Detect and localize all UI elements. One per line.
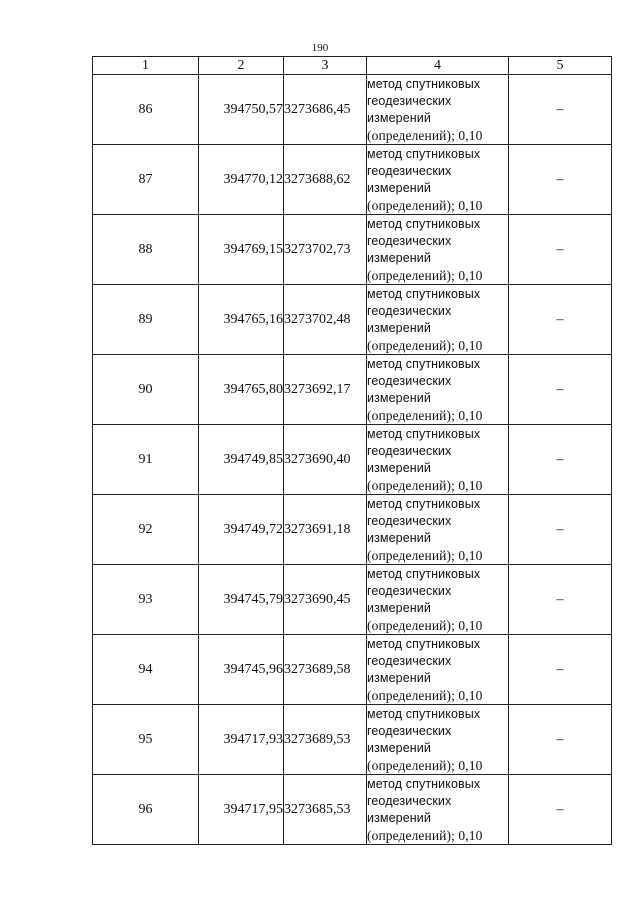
method-text-line: (определений); 0,10	[367, 827, 483, 843]
point-number-cell: 95	[93, 705, 199, 775]
point-number-cell: 91	[93, 425, 199, 495]
note-cell: –	[509, 75, 612, 145]
table-header-row	[93, 57, 612, 75]
table-row	[93, 75, 612, 145]
method-text-line: геодезических	[367, 653, 452, 668]
x-coordinate-cell: 394769,15	[199, 215, 284, 285]
method-text-line: геодезических	[367, 723, 452, 738]
method-text-line: метод спутниковых	[367, 496, 481, 511]
method-text-line: геодезических	[367, 583, 452, 598]
method-text-line: геодезических	[367, 513, 452, 528]
method-text-line: измерений	[367, 740, 431, 755]
table-row	[93, 285, 612, 355]
method-text-line: измерений	[367, 670, 431, 685]
x-coordinate-cell: 394750,57	[199, 75, 284, 145]
method-text-line: геодезических	[367, 793, 452, 808]
method-text-line: метод спутниковых	[367, 146, 481, 161]
method-cell	[367, 75, 509, 145]
method-text-line: (определений); 0,10	[367, 127, 483, 143]
table-row	[93, 495, 612, 565]
coordinates-table	[92, 56, 612, 845]
method-cell	[367, 145, 509, 215]
column-header: 4	[367, 57, 509, 75]
method-cell	[367, 705, 509, 775]
method-cell	[367, 425, 509, 495]
method-text-line: метод спутниковых	[367, 426, 481, 441]
method-text-line: (определений); 0,10	[367, 197, 483, 213]
y-coordinate-cell: 3273692,17	[284, 355, 367, 425]
method-cell	[367, 775, 509, 845]
method-text-line: метод спутниковых	[367, 706, 481, 721]
table-row	[93, 565, 612, 635]
method-text-line: метод спутниковых	[367, 566, 481, 581]
method-text-line: (определений); 0,10	[367, 407, 483, 423]
y-coordinate-cell: 3273690,45	[284, 565, 367, 635]
table-row	[93, 215, 612, 285]
method-text-line: измерений	[367, 810, 431, 825]
point-number-cell: 87	[93, 145, 199, 215]
note-cell: –	[509, 285, 612, 355]
method-text-line: геодезических	[367, 373, 452, 388]
note-cell: –	[509, 425, 612, 495]
method-text-line: измерений	[367, 110, 431, 125]
point-number-cell: 92	[93, 495, 199, 565]
method-text-line: (определений); 0,10	[367, 547, 483, 563]
column-header: 2	[199, 57, 284, 75]
table-row	[93, 775, 612, 845]
point-number-cell: 88	[93, 215, 199, 285]
table-row	[93, 705, 612, 775]
method-text-line: метод спутниковых	[367, 356, 481, 371]
method-text-line: измерений	[367, 600, 431, 615]
method-text-line: метод спутниковых	[367, 216, 481, 231]
method-text-line: геодезических	[367, 93, 452, 108]
method-text-line: метод спутниковых	[367, 636, 481, 651]
method-cell	[367, 495, 509, 565]
y-coordinate-cell: 3273691,18	[284, 495, 367, 565]
method-text-line: измерений	[367, 250, 431, 265]
method-text-line: метод спутниковых	[367, 776, 481, 791]
method-text-line: (определений); 0,10	[367, 337, 483, 353]
column-header: 1	[93, 57, 199, 75]
y-coordinate-cell: 3273689,58	[284, 635, 367, 705]
method-text-line: геодезических	[367, 233, 452, 248]
method-text-line: (определений); 0,10	[367, 267, 483, 283]
table-row	[93, 635, 612, 705]
y-coordinate-cell: 3273689,53	[284, 705, 367, 775]
x-coordinate-cell: 394749,72	[199, 495, 284, 565]
note-cell: –	[509, 355, 612, 425]
method-text-line: геодезических	[367, 163, 452, 178]
method-cell	[367, 285, 509, 355]
method-text-line: измерений	[367, 320, 431, 335]
note-cell: –	[509, 145, 612, 215]
method-text-line: (определений); 0,10	[367, 687, 483, 703]
note-cell: –	[509, 495, 612, 565]
note-cell: –	[509, 775, 612, 845]
y-coordinate-cell: 3273690,40	[284, 425, 367, 495]
x-coordinate-cell: 394717,95	[199, 775, 284, 845]
x-coordinate-cell: 394765,80	[199, 355, 284, 425]
point-number-cell: 93	[93, 565, 199, 635]
method-text-line: метод спутниковых	[367, 76, 481, 91]
x-coordinate-cell: 394745,96	[199, 635, 284, 705]
table-row	[93, 425, 612, 495]
page-number: 190	[311, 42, 329, 54]
method-cell	[367, 355, 509, 425]
point-number-cell: 90	[93, 355, 199, 425]
y-coordinate-cell: 3273702,73	[284, 215, 367, 285]
method-text-line: измерений	[367, 390, 431, 405]
x-coordinate-cell: 394765,16	[199, 285, 284, 355]
table-row	[93, 145, 612, 215]
method-text-line: (определений); 0,10	[367, 617, 483, 633]
method-text-line: измерений	[367, 530, 431, 545]
x-coordinate-cell: 394717,93	[199, 705, 284, 775]
method-text-line: измерений	[367, 180, 431, 195]
point-number-cell: 89	[93, 285, 199, 355]
y-coordinate-cell: 3273685,53	[284, 775, 367, 845]
method-cell	[367, 635, 509, 705]
note-cell: –	[509, 565, 612, 635]
point-number-cell: 96	[93, 775, 199, 845]
note-cell: –	[509, 705, 612, 775]
method-cell	[367, 565, 509, 635]
point-number-cell: 86	[93, 75, 199, 145]
point-number-cell: 94	[93, 635, 199, 705]
method-text-line: (определений); 0,10	[367, 757, 483, 773]
method-text-line: геодезических	[367, 303, 452, 318]
method-text-line: (определений); 0,10	[367, 477, 483, 493]
y-coordinate-cell: 3273686,45	[284, 75, 367, 145]
x-coordinate-cell: 394745,79	[199, 565, 284, 635]
method-text-line: метод спутниковых	[367, 286, 481, 301]
column-header: 3	[284, 57, 367, 75]
method-text-line: геодезических	[367, 443, 452, 458]
note-cell: –	[509, 635, 612, 705]
y-coordinate-cell: 3273702,48	[284, 285, 367, 355]
method-cell	[367, 215, 509, 285]
note-cell: –	[509, 215, 612, 285]
method-text-line: измерений	[367, 460, 431, 475]
y-coordinate-cell: 3273688,62	[284, 145, 367, 215]
table-row	[93, 355, 612, 425]
x-coordinate-cell: 394770,12	[199, 145, 284, 215]
x-coordinate-cell: 394749,85	[199, 425, 284, 495]
column-header: 5	[509, 57, 612, 75]
